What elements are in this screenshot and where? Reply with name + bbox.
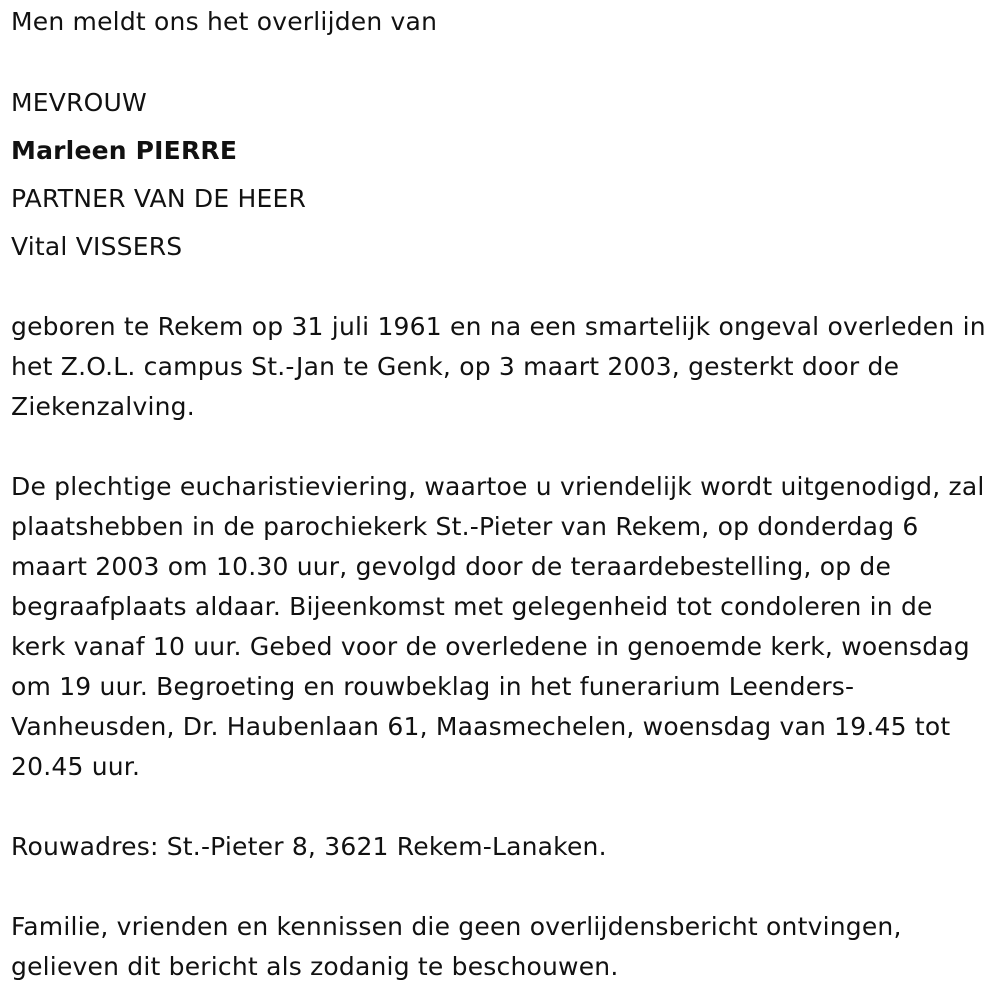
salutation: MEVROUW	[11, 88, 147, 117]
spacer	[11, 50, 991, 83]
partner-name: Vital VISSERS	[11, 232, 183, 261]
mourning-address: Rouwadres: St.-Pieter 8, 3621 Rekem-Lanaken.	[11, 832, 607, 861]
closing-paragraph: Familie, vrienden en kennissen die geen overlijdensbericht ontvingen, gelieven dit bericht als zodanig te beschouwen.	[11, 912, 902, 981]
ceremony-paragraph: De plechtige eucharistieviering, waartoe u vriendelijk wordt uitgenodigd, zal plaatshebben in de parochiekerk St.-Pieter van Rekem, op donderdag 6 maart 2003 om 10.30 uur, gevolgd door de teraardebestelling, op de begraafplaats aldaar. Bijeenkomst met gelegenheid tot condoleren in de kerk vanaf 10 uur. Gebed voor de overledene in genoemde kerk, woensdag om 19 uur. Begroeting en rouwbeklag in het funerarium Leenders-Vanheusden, Dr. Haubenlaan 61, Maasmechelen, woensdag van 19.45 tot 20.45 uur.	[11, 472, 985, 781]
intro-text: Men meldt ons het overlijden van	[11, 7, 438, 36]
deceased-name: Marleen PIERRE	[11, 136, 238, 165]
birth-death-paragraph: geboren te Rekem op 31 juli 1961 en na een smartelijk ongeval overleden in het Z.O.L. campus St.-Jan te Genk, op 3 maart 2003, gesterkt door de Ziekenzalving.	[11, 312, 986, 421]
obituary-notice	[11, 0, 991, 987]
relation-text: PARTNER VAN DE HEER	[11, 184, 307, 213]
spacer	[11, 427, 991, 467]
spacer	[11, 787, 991, 827]
spacer	[11, 867, 991, 907]
spacer	[11, 275, 991, 307]
